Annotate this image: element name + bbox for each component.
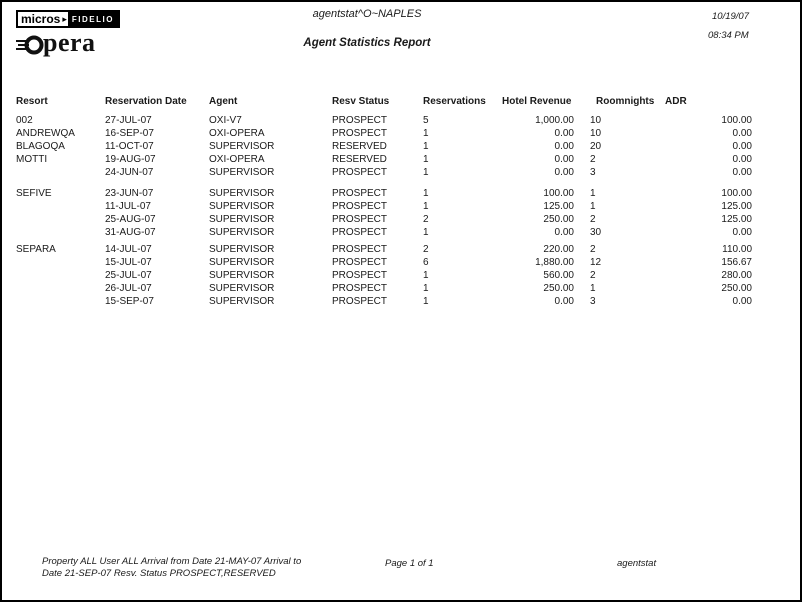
table-cell: 1,000.00 xyxy=(535,115,574,126)
table-cell: 1 xyxy=(423,188,429,199)
report-title: Agent Statistics Report xyxy=(303,37,431,49)
table-cell: SEPARA xyxy=(16,244,56,255)
table-cell: 280.00 xyxy=(721,270,752,281)
table-cell: PROSPECT xyxy=(332,115,388,126)
table-row xyxy=(16,256,758,269)
table-cell: 15-JUL-07 xyxy=(105,257,152,268)
table-cell: 0.00 xyxy=(554,128,574,139)
table-cell: SUPERVISOR xyxy=(209,141,275,152)
table-cell xyxy=(16,256,105,269)
table-cell: SUPERVISOR xyxy=(209,188,275,199)
table-cell: 10 xyxy=(590,128,602,139)
logo-arrow-icon: ▸ xyxy=(62,13,67,24)
table-cell: 12 xyxy=(590,257,602,268)
footer-filters-line2: Date 21-SEP-07 Resv. Status PROSPECT,RESERVED xyxy=(42,567,276,579)
table-cell: 15-SEP-07 xyxy=(105,296,154,307)
table-cell: SUPERVISOR xyxy=(209,257,275,268)
table-cell: 10 xyxy=(590,115,602,126)
table-cell: 0.00 xyxy=(554,154,574,165)
table-cell: 26-JUL-07 xyxy=(105,283,152,294)
table-cell: PROSPECT xyxy=(332,296,388,307)
table-cell: 20 xyxy=(590,141,602,152)
report-time: 08:34 PM xyxy=(708,30,749,41)
table-row xyxy=(16,239,758,256)
table-cell: 1 xyxy=(590,188,596,199)
table-cell: MOTTI xyxy=(16,154,48,165)
table-cell: 3 xyxy=(590,296,596,307)
table-cell: 30 xyxy=(590,227,602,238)
table-cell: 002 xyxy=(16,115,33,126)
table-cell: 250.00 xyxy=(543,283,574,294)
table-cell xyxy=(16,213,105,226)
table-cell: 2 xyxy=(423,244,429,255)
table-cell: PROSPECT xyxy=(332,283,388,294)
table-cell: 1 xyxy=(423,167,429,178)
table-row xyxy=(16,213,758,226)
table-cell: 250.00 xyxy=(543,214,574,225)
table-cell: 24-JUN-07 xyxy=(105,167,154,178)
table-cell: 25-JUL-07 xyxy=(105,270,152,281)
table-cell: 1 xyxy=(423,270,429,281)
table-cell: BLAGOQA xyxy=(16,141,65,152)
table-cell: RESERVED xyxy=(332,154,387,165)
footer-report-name: agentstat xyxy=(617,558,657,569)
table-cell: 5 xyxy=(423,115,429,126)
table-cell: 1 xyxy=(423,128,429,139)
table-cell: 125.00 xyxy=(721,201,752,212)
col-header-roomnights: Roomnights xyxy=(596,96,655,107)
table-body xyxy=(16,114,758,308)
table-cell: RESERVED xyxy=(332,141,387,152)
table-cell: 11-OCT-07 xyxy=(105,141,154,152)
fidelio-logo-text: FIDELIO xyxy=(68,12,118,26)
table-cell xyxy=(16,295,105,308)
table-cell: 1 xyxy=(590,283,596,294)
table-cell: PROSPECT xyxy=(332,214,388,225)
table-cell: 250.00 xyxy=(721,283,752,294)
table-cell: 14-JUL-07 xyxy=(105,244,152,255)
table-cell: 560.00 xyxy=(543,270,574,281)
table-cell: 1 xyxy=(590,201,596,212)
table-cell: SUPERVISOR xyxy=(209,167,275,178)
table-cell: SUPERVISOR xyxy=(209,270,275,281)
table-cell: 0.00 xyxy=(554,296,574,307)
table-row xyxy=(16,295,758,308)
table-cell: 0.00 xyxy=(554,141,574,152)
table-cell: PROSPECT xyxy=(332,128,388,139)
table-cell: 19-AUG-07 xyxy=(105,154,156,165)
table-cell: 100.00 xyxy=(721,115,752,126)
table-cell: 0.00 xyxy=(732,296,752,307)
table-row xyxy=(16,179,758,200)
table-cell: 1 xyxy=(423,296,429,307)
table-cell: 31-AUG-07 xyxy=(105,227,156,238)
table-cell: 27-JUL-07 xyxy=(105,115,152,126)
table-cell: PROSPECT xyxy=(332,227,388,238)
table-cell: 11-JUL-07 xyxy=(105,201,151,212)
table-cell xyxy=(16,226,105,239)
table-cell: 0.00 xyxy=(732,128,752,139)
report-header xyxy=(2,2,732,49)
table-cell: 0.00 xyxy=(732,227,752,238)
table-cell: 0.00 xyxy=(554,167,574,178)
opera-logo-text: pera xyxy=(43,28,96,57)
table-cell: 23-JUN-07 xyxy=(105,188,154,199)
table-row xyxy=(16,226,758,239)
table-cell: SUPERVISOR xyxy=(209,296,275,307)
table-cell: 6 xyxy=(423,257,429,268)
col-header-resv-status: Resv Status xyxy=(332,96,390,107)
table-cell: OXI-V7 xyxy=(209,115,242,126)
table-cell: 0.00 xyxy=(554,227,574,238)
report-run-id: agentstat^O~NAPLES xyxy=(312,8,422,20)
table-cell: 2 xyxy=(590,154,596,165)
table-cell: PROSPECT xyxy=(332,188,388,199)
table-cell: 125.00 xyxy=(721,214,752,225)
table-cell: 2 xyxy=(590,244,596,255)
table-cell: 2 xyxy=(590,214,596,225)
table-cell: PROSPECT xyxy=(332,257,388,268)
col-header-resort: Resort xyxy=(16,96,48,107)
table-cell: 3 xyxy=(590,167,596,178)
table-cell: 0.00 xyxy=(732,141,752,152)
table-cell: 1 xyxy=(423,201,429,212)
table-cell: 100.00 xyxy=(721,188,752,199)
table-cell: SUPERVISOR xyxy=(209,244,275,255)
micros-logo-text: micros xyxy=(18,12,61,26)
table-cell: PROSPECT xyxy=(332,270,388,281)
col-header-reservation-date: Reservation Date xyxy=(105,96,187,107)
table-row xyxy=(16,114,758,127)
table-cell: PROSPECT xyxy=(332,201,388,212)
table-cell: SUPERVISOR xyxy=(209,214,275,225)
table-cell: ANDREWQA xyxy=(16,128,75,139)
table-cell: OXI-OPERA xyxy=(209,154,265,165)
table-cell: 1 xyxy=(423,154,429,165)
table-cell: 1 xyxy=(423,283,429,294)
table-cell: 0.00 xyxy=(732,154,752,165)
table-cell: SUPERVISOR xyxy=(209,227,275,238)
footer-filters xyxy=(42,556,301,579)
table-cell: 2 xyxy=(590,270,596,281)
table-row xyxy=(16,153,758,166)
table-cell: 1,880.00 xyxy=(535,257,574,268)
table-cell xyxy=(16,282,105,295)
footer-filters-line1: Property ALL User ALL Arrival from Date 21-MAY-07 Arrival to xyxy=(42,556,302,567)
table-cell: 0.00 xyxy=(732,167,752,178)
table-row xyxy=(16,269,758,282)
col-header-adr: ADR xyxy=(665,96,687,107)
table-cell: 100.00 xyxy=(543,188,574,199)
agent-statistics-table xyxy=(16,96,758,308)
table-cell: 2 xyxy=(423,214,429,225)
report-datetime xyxy=(708,7,749,45)
table-cell: OXI-OPERA xyxy=(209,128,265,139)
table-row xyxy=(16,127,758,140)
table-cell xyxy=(16,269,105,282)
table-cell: 110.00 xyxy=(722,244,752,255)
table-cell: SUPERVISOR xyxy=(209,201,275,212)
table-row xyxy=(16,166,758,179)
table-header-row xyxy=(16,96,758,114)
table-cell: PROSPECT xyxy=(332,244,388,255)
footer-page-number: Page 1 of 1 xyxy=(385,558,434,569)
table-header xyxy=(16,96,758,114)
table-cell: 25-AUG-07 xyxy=(105,214,156,225)
table-row xyxy=(16,140,758,153)
report-date: 10/19/07 xyxy=(712,11,749,22)
table-row xyxy=(16,200,758,213)
table-cell: SUPERVISOR xyxy=(209,283,275,294)
table-cell: PROSPECT xyxy=(332,167,388,178)
table-cell: 1 xyxy=(423,141,429,152)
table-cell: 220.00 xyxy=(543,244,574,255)
table-row xyxy=(16,282,758,295)
col-header-reservations: Reservations xyxy=(423,96,486,107)
table-cell: 125.00 xyxy=(543,201,574,212)
table-cell: 1 xyxy=(423,227,429,238)
col-header-agent: Agent xyxy=(209,96,238,107)
table-cell: 156.67 xyxy=(721,257,752,268)
table-cell xyxy=(16,200,105,213)
table-cell: 16-SEP-07 xyxy=(105,128,154,139)
table-cell: SEFIVE xyxy=(16,188,52,199)
table-cell xyxy=(16,166,105,179)
col-header-hotel-revenue: Hotel Revenue xyxy=(502,96,572,107)
